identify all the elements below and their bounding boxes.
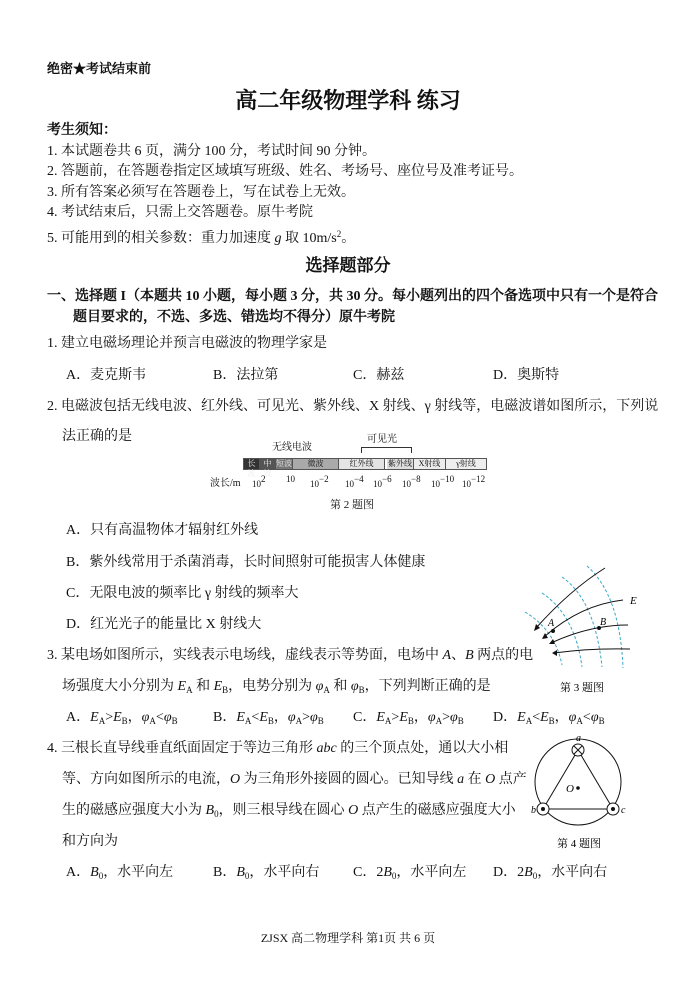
option: B．$B_0$，水平向右 — [213, 865, 320, 881]
question-2-cont: 法正确的是 — [62, 429, 132, 444]
question-1: 1. 建立电磁场理论并预言电磁波的物理学家是 — [47, 336, 327, 351]
band: 微波 — [293, 459, 339, 469]
section-title: 选择题部分 — [305, 256, 391, 275]
option: C．$E_A>E_B$，$\varphi_A>\varphi_B$ — [353, 710, 464, 726]
option: D．$E_A<E_B$，$\varphi_A<\varphi_B$ — [493, 710, 605, 726]
question-4-cont: 生的磁感应强度大小为 $B_0$，则三根导线在圆心 O 点产生的磁感应强度大小 — [62, 803, 516, 819]
tick-label: $10^{-4}$ — [345, 474, 364, 489]
tick-label: $10^{-6}$ — [373, 474, 392, 489]
spectrum-figure — [200, 430, 500, 510]
option: B．紫外线常用于杀菌消毒，长时间照射可能损害人体健康 — [66, 555, 426, 570]
tick-label: $10^{-8}$ — [402, 474, 421, 489]
spectrum-bar — [243, 458, 487, 478]
axis-label: 波长/m — [210, 478, 241, 489]
label-B: B — [600, 617, 607, 628]
label-A: A — [548, 618, 555, 629]
option: D．$2B_0$，水平向右 — [493, 865, 608, 881]
visible-label: 可见光 — [367, 434, 397, 445]
label-c: c — [621, 805, 626, 816]
option: C．无限电波的频率比 γ 射线的频率大 — [66, 586, 299, 601]
wire-triangle-figure — [510, 725, 660, 855]
option: A．只有高温物体才辐射红外线 — [66, 523, 259, 538]
option: B．法拉第 — [213, 368, 279, 383]
label-E: E — [630, 595, 637, 607]
band: 红外线 — [339, 459, 385, 469]
option: A．麦克斯韦 — [66, 368, 147, 383]
label-O: O — [566, 783, 574, 795]
figure-caption: 第 3 题图 — [560, 682, 604, 694]
notice-item: 2. 答题前，在答题卷指定区域填写班级、姓名、考场号、座位号及准考证号。 — [47, 164, 523, 179]
tick-label: $10^{-10}$ — [431, 474, 455, 489]
band: 短波 — [276, 459, 292, 468]
part-instructions: 题目要求的，不选、多选、错选均不得分）原牛考院 — [73, 310, 395, 325]
notice-item: 5. 可能用到的相关参数：重力加速度 g 取 $10m/s^2$。 — [47, 229, 356, 246]
tick-label: $10^{-2}$ — [310, 474, 329, 489]
figure-caption: 第 4 题图 — [557, 838, 601, 850]
page-title: 高二年级物理学科 练习 — [235, 88, 461, 113]
option: D．红光光子的能量比 X 射线大 — [66, 617, 262, 632]
question-2: 2. 电磁波包括无线电波、红外线、可见光、紫外线、X 射线、γ 射线等，电磁波谱如图所示，下列说 — [47, 399, 659, 414]
band: 长波 — [244, 459, 260, 469]
notice-item: 4. 考试结束后，只需上交答题卷。原牛考院 — [47, 205, 313, 220]
electric-field-figure — [510, 560, 680, 700]
option: C．$2B_0$，水平向左 — [353, 865, 467, 881]
tick-label: $10^{-12}$ — [462, 474, 486, 489]
figure-caption: 第 2 题图 — [330, 499, 374, 511]
label-a: a — [576, 733, 581, 744]
visible-bracket — [361, 447, 412, 453]
notice-item: 3. 所有答案必须写在答题卷上，写在试卷上无效。 — [47, 185, 355, 200]
option: A．$E_A>E_B$，$\varphi_A<\varphi_B$ — [66, 710, 178, 726]
radio-label: 无线电波 — [272, 442, 312, 453]
option: B．$E_A<E_B$，$\varphi_A>\varphi_B$ — [213, 710, 324, 726]
option: D．奥斯特 — [493, 368, 560, 383]
tick-label: $10^2$ — [252, 474, 266, 489]
question-4: 4. 三根长直导线垂直纸面固定于等边三角形 abc 的三个顶点处，通以大小相 — [47, 741, 509, 756]
label-b: b — [531, 805, 536, 816]
band: X射线 — [414, 459, 446, 469]
option: A．$B_0$，水平向左 — [66, 865, 174, 881]
band: 紫外线 — [388, 459, 412, 468]
secret-label: 绝密★考试结束前 — [47, 61, 152, 76]
tick-label: 10 — [286, 474, 295, 484]
part-instructions: 一、选择题 I（本题共 10 小题，每小题 3 分，共 30 分。每小题列出的四个备选项中只有一个是符合 — [47, 289, 658, 304]
page-footer: ZJSX 高二物理学科 第1页 共 6 页 — [260, 931, 436, 945]
question-3-cont: 场强度大小分别为 $E_A$ 和 $E_B$，电势分别为 $\varphi_A$ 和 $\varphi_B$，下列判断正确的是 — [62, 679, 491, 695]
question-4-cont: 和方向为 — [62, 834, 118, 849]
option: C．赫兹 — [353, 368, 405, 383]
band: γ射线 — [446, 459, 486, 469]
notice-heading: 考生须知： — [47, 123, 117, 138]
band: 中波 — [260, 459, 276, 469]
question-3: 3. 某电场如图所示，实线表示电场线，虚线表示等势面，电场中 A、B 两点的电 — [47, 648, 534, 663]
question-4-cont: 等、方向如图所示的电流，O 为三角形外接圆的圆心。已知导线 a 在 O 点产 — [62, 772, 527, 787]
notice-item: 1. 本试题卷共 6 页，满分 100 分，考试时间 90 分钟。 — [47, 144, 376, 159]
